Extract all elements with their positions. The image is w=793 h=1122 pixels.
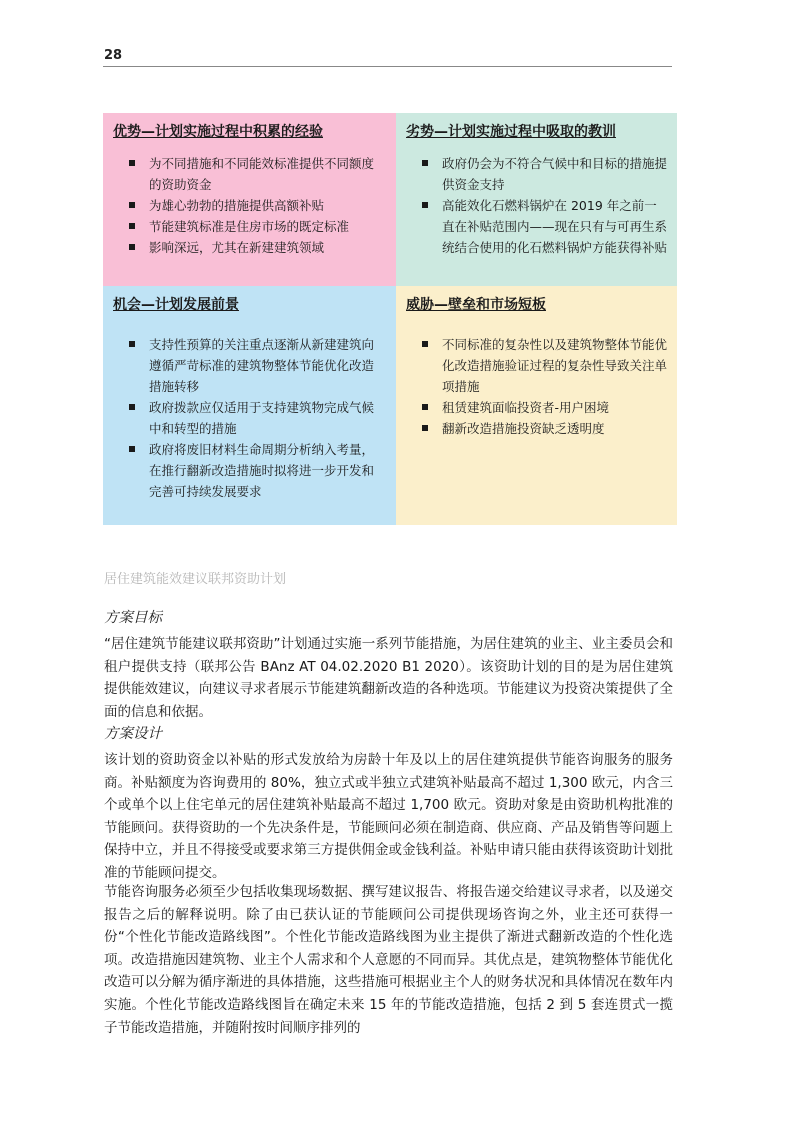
strengths-title: 优势—计划实施过程中积累的经验 — [113, 124, 323, 140]
list-item: 为雄心勃勃的措施提供高额补贴 — [123, 195, 386, 216]
bullet-icon — [422, 202, 428, 208]
list-item: 为不同措施和不同能效标准提供不同额度的资助资金 — [123, 153, 386, 195]
swot-opportunities — [103, 286, 396, 525]
list-item: 影响深远，尤其在新建建筑领域 — [123, 237, 386, 258]
list-item: 节能建筑标准是住房市场的既定标准 — [123, 216, 386, 237]
bullet-icon — [129, 446, 135, 452]
swot-table — [103, 113, 677, 525]
list-item: 政府仍会为不符合气候中和目标的措施提供资金支持 — [416, 153, 667, 195]
bullet-icon — [422, 404, 428, 410]
weaknesses-title: 劣势—计划实施过程中吸取的教训 — [406, 124, 616, 140]
bullet-icon — [422, 160, 428, 166]
list-item: 政府将废旧材料生命周期分析纳入考量，在推行翻新改造措施时拟将进一步开发和完善可持续发展要求 — [123, 439, 386, 502]
bullet-icon — [129, 160, 135, 166]
goal-paragraph: “居住建筑节能建议联邦资助”计划通过实施一系列节能措施，为居住建筑的业主、业主委员会和租户提供支持（联邦公告 BAnz AT 04.02.2020 B1 2020）。该资助计划的目的是为居住建筑提供能效建议，向建议寻求者展示节能建筑翻新改造的各种选项。节能建议为投资决策提供了全面的信息和依据。 — [104, 636, 673, 720]
list-item: 高能效化石燃料锅炉在 2019 年之前一直在补贴范围内——现在只有与可再生系统结合使用的化石燃料锅炉方能获得补贴 — [416, 195, 667, 258]
design-paragraph-1: 该计划的资助资金以补贴的形式发放给为房龄十年及以上的居住建筑提供节能咨询服务的服务商。补贴额度为咨询费用的 80%，独立式或半独立式建筑补贴最高不超过 1,300 欧元，内含三个或单个以上住宅单元的居住建筑补贴最高不超过 1,700 欧元。资助对象是由资助机构批准的节能顾问。获得资助的一个先决条件是，节能顾问必须在制造商、供应商、产品及销售等问题上保持中立，并且不得接受或要求第三方提供佣金或金钱利益。补贴申请只能由获得该资助计划批准的节能顾问提交。 — [104, 752, 673, 881]
page-number: 28 — [104, 48, 123, 63]
strengths-list — [113, 153, 386, 258]
bullet-icon — [422, 425, 428, 431]
bullet-icon — [129, 244, 135, 250]
design-paragraph-2: 节能咨询服务必须至少包括收集现场数据、撰写建议报告、将报告递交给建议寻求者，以及递交报告之后的解释说明。除了由已获认证的节能顾问公司提供现场咨询之外，业主还可获得一份“个性化节能改造路线图”。个性化节能改造路线图为业主提供了渐进式翻新改造的个性化选项。改造措施因建筑物、业主个人需求和个人意愿的不同而异。其优点是，建筑物整体节能优化改造可以分解为循序渐进的具体措施，这些措施可根据业主个人的财务状况和具体情况在数年内实施。个性化节能改造路线图旨在确定未来 15 年的节能改造措施，包括 2 到 5 套连贯式一揽子节能改造措施，并随附按时间顺序排列的 — [104, 884, 673, 1036]
bullet-icon — [129, 202, 135, 208]
goal-heading: 方案目标 — [104, 610, 162, 626]
list-item: 租赁建筑面临投资者-用户困境 — [416, 397, 667, 418]
list-item: 政府拨款应仅适用于支持建筑物完成气候中和转型的措施 — [123, 397, 386, 439]
swot-threats — [396, 286, 677, 525]
opportunities-title: 机会—计划发展前景 — [113, 297, 239, 313]
bullet-icon — [422, 341, 428, 347]
bullet-icon — [129, 341, 135, 347]
list-item: 支持性预算的关注重点逐渐从新建建筑向遵循严苛标准的建筑物整体节能优化改造措施转移 — [123, 334, 386, 397]
design-heading: 方案设计 — [104, 726, 162, 742]
bullet-icon — [129, 404, 135, 410]
opportunities-list — [113, 334, 386, 502]
header-rule — [103, 66, 672, 67]
list-item: 翻新改造措施投资缺乏透明度 — [416, 418, 667, 439]
swot-strengths — [103, 113, 396, 286]
section-heading: 居住建筑能效建议联邦资助计划 — [104, 572, 287, 587]
swot-weaknesses — [396, 113, 677, 286]
list-item: 不同标准的复杂性以及建筑物整体节能优化改造措施验证过程的复杂性导致关注单项措施 — [416, 334, 667, 397]
bullet-icon — [129, 223, 135, 229]
weaknesses-list — [406, 153, 667, 258]
threats-list — [406, 334, 667, 439]
threats-title: 威胁—壁垒和市场短板 — [406, 297, 546, 313]
